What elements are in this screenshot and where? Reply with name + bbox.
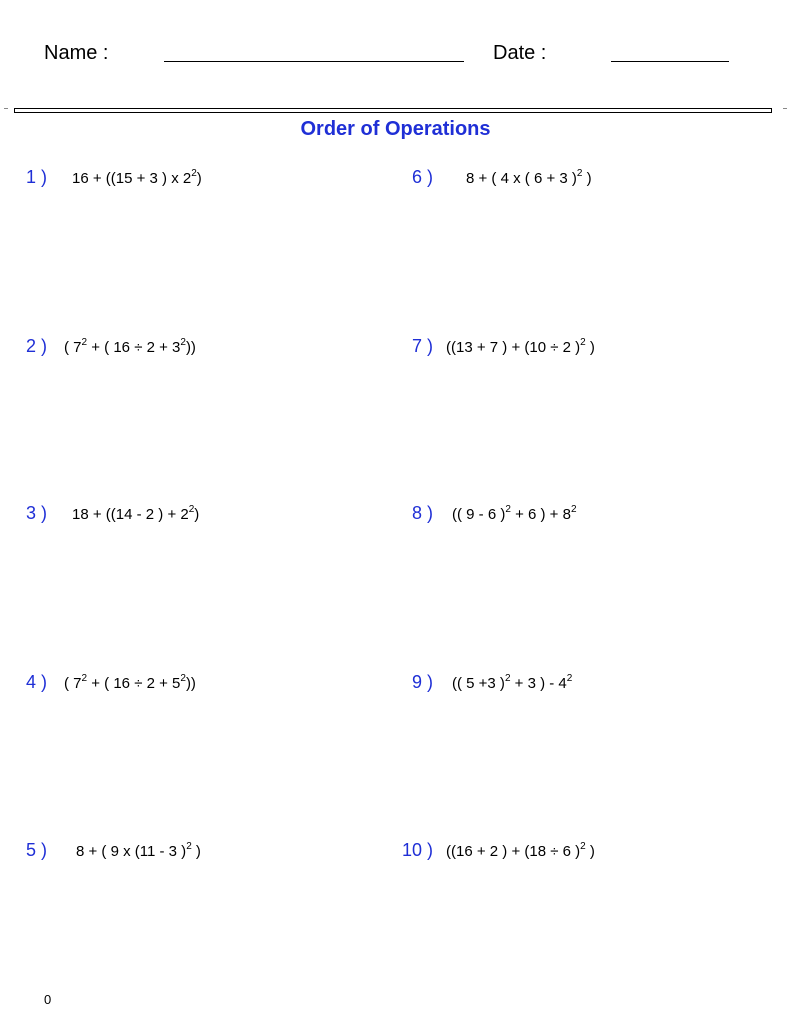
worksheet-title: Order of Operations — [300, 118, 491, 140]
page-number: 0 — [44, 992, 52, 1007]
problem-expression: 8 + ( 4 x ( 6 + 3 )$^2$ ) — [466, 168, 592, 187]
problem-number: 7 ) — [412, 336, 434, 356]
problem-7 — [412, 336, 595, 358]
problem-4 — [26, 672, 196, 694]
problem-2 — [26, 336, 196, 358]
problem-expression: 18 + ((14 - 2 ) + $2^2$) — [72, 504, 200, 523]
problem-8 — [412, 503, 577, 525]
problem-9 — [412, 672, 572, 694]
problem-number: 1 ) — [26, 167, 48, 187]
problem-number: 9 ) — [412, 672, 434, 692]
problem-number: 8 ) — [412, 503, 434, 523]
problem-expression: (( 5 +3 )$^2$ + 3 ) - $4^2$ — [452, 673, 573, 692]
problem-10 — [402, 840, 595, 862]
problem-expression: ((16 + 2 ) + (18 ÷ 6 )$^2$ ) — [446, 841, 595, 860]
header-rule — [14, 108, 772, 113]
date-line[interactable] — [611, 61, 729, 62]
problem-number: 6 ) — [412, 167, 434, 187]
problem-expression: ((13 + 7 ) + (10 ÷ 2 )$^2$ ) — [446, 337, 595, 356]
problem-number: 10 ) — [402, 840, 434, 860]
problem-expression: ( $7^2$ + ( $16 \div 2 + 5^2$)) — [64, 673, 196, 692]
problem-expression: 16 + ((15 + 3 ) x $2^2$) — [72, 168, 202, 187]
problem-expression: ( $7^2$ + ( $16 \div 2 + 3^2$)) — [64, 337, 196, 356]
problem-5 — [26, 840, 201, 862]
problem-number: 5 ) — [26, 840, 48, 860]
problem-expression: (( 9 - 6 )$^2$ + 6 ) + $8^2$ — [452, 504, 577, 523]
problem-number: 3 ) — [26, 503, 48, 523]
problem-expression: 8 + ( 9 x (11 - 3 )$^2$ ) — [76, 841, 201, 860]
problem-6 — [412, 167, 592, 189]
problem-number: 2 ) — [26, 336, 48, 356]
problem-3 — [26, 503, 199, 525]
date-label: Date : — [493, 42, 547, 64]
name-line[interactable] — [164, 61, 464, 62]
problem-1 — [26, 167, 202, 189]
rule-tick-left — [4, 108, 8, 109]
problem-number: 4 ) — [26, 672, 48, 692]
rule-tick-right — [783, 108, 787, 109]
name-label: Name : — [44, 42, 109, 64]
